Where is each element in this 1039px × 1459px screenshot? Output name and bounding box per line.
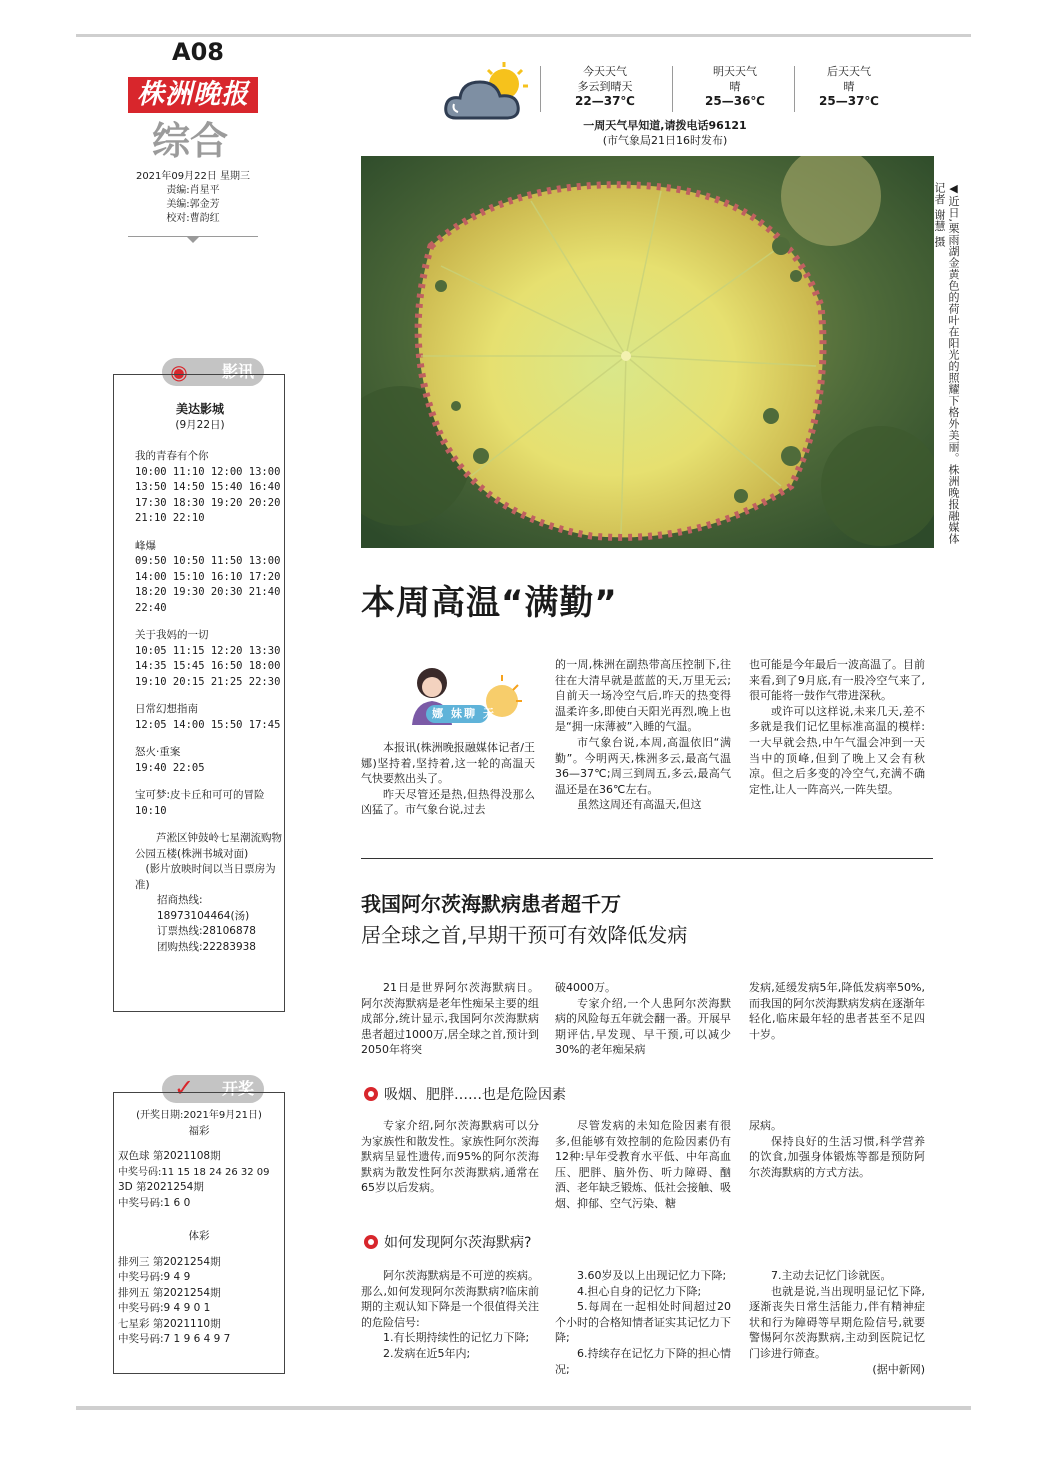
cinema-hotline3: 团购热线:22283938 (157, 940, 256, 953)
reporter-badge-text: 娜 妹聊 天 (432, 707, 496, 720)
ssq-issue: 双色球 第2021108期 (118, 1150, 221, 1162)
pl3-issue: 排列三 第2021254期 (118, 1255, 221, 1268)
checkmark-icon: ✓ (173, 1074, 195, 1102)
article2-paragraph: 阿尔茨海默病是不可逆的疾病。那么,如何发现阿尔茨海默病?临床前期的主观认知下降是一个很值得关注的危险信号: (361, 1269, 539, 1329)
article2-paragraph: 专家介绍,阿尔茨海默病可以分为家族性和散发性。家族性阿尔茨海默病呈显性遗传,而95%的阿尔茨海默病为散发性阿尔茨海默病,通常在65岁以后发病。 (361, 1119, 539, 1195)
pl5-numbers: 中奖号码:9 4 9 0 1 (118, 1302, 211, 1314)
lottery-results (118, 1108, 280, 1348)
article2-s1-col2 (555, 1118, 731, 1212)
bottom-rule (76, 1406, 971, 1410)
ticai-label: 体彩 (188, 1230, 210, 1242)
article1-col2 (555, 657, 731, 813)
weather-after-label: 后天天气 (827, 65, 871, 78)
cinema-name: 美达影城 (175, 402, 224, 416)
cinema-hotline2: 订票热线:28106878 (157, 925, 256, 937)
weather-hotline: 一周天气早知道,请拨电话96121 (583, 119, 747, 132)
article2-paragraph: 专家介绍,一个人患阿尔茨海默病的风险每五年就会翻一番。开展早期评估,早发现、早干预,可以减少30%的老年痴呆病 (555, 996, 731, 1057)
film-showtimes: 10:00 11:10 12:00 13:00 13:50 14:50 15:40 16:40 17:30 18:30 19:20 20:20 21:10 22:10 (135, 465, 281, 524)
article2-list-item: 2.发病在近5年内; (383, 1346, 471, 1360)
pl3-numbers: 中奖号码:9 4 9 (118, 1271, 191, 1283)
article2-paragraph: 尿病。 (749, 1119, 782, 1132)
article2-list-item: 4.担心自身的记忆力下降; (577, 1284, 702, 1298)
article2-col2 (555, 980, 731, 1058)
article2-title: 我国阿尔茨海默病患者超千万 (361, 892, 621, 916)
article2-paragraph: 破4000万。 (555, 981, 616, 994)
film-title: 我的青春有个你 (135, 450, 209, 462)
lottery-badge-label: 开奖 (221, 1079, 254, 1098)
fc3d-issue: 3D 第2021254期 (118, 1181, 204, 1193)
article2-s2-col1 (361, 1268, 539, 1362)
reporter-badge (398, 661, 526, 731)
article2-section1-heading (364, 1085, 566, 1105)
film-title: 日常幻想指南 (135, 703, 198, 715)
weather-tomorrow-desc: 晴 (729, 80, 741, 93)
film-title: 关于我妈的一切 (135, 629, 209, 641)
film-title: 峰爆 (135, 539, 156, 552)
weather-tomorrow (680, 64, 790, 109)
film-reel-icon: ◉ (170, 360, 188, 384)
issue-meta (118, 170, 268, 226)
designer-credit: 美编:郭金芳 (166, 199, 220, 210)
article2-list-item: 6.持续存在记忆力下降的担心情况; (555, 1346, 731, 1376)
cinema-hotline1-label: 招商热线: (157, 894, 203, 906)
weather-today-temp: 22—37℃ (575, 94, 635, 108)
editor-credit: 责编:肖星平 (166, 185, 220, 196)
section-title: 综合 (152, 118, 229, 163)
issue-date: 2021年09月22日 星期三 (135, 171, 251, 182)
film-showtimes: 19:40 22:05 (135, 761, 205, 774)
page-number: A08 (172, 38, 224, 66)
article1-paragraph: 的一周,株洲在副热带高压控制下,往往在大清早就是蓝蓝的天,万里无云;自前天一场冷空气后,昨天的热变得温柔许多,即使白天阳光再烈,晚上也是“拥一床薄被”入睡的气温。 (555, 658, 731, 734)
article2-col1 (361, 980, 539, 1058)
article2-s2-col2 (555, 1268, 731, 1377)
newspaper-logo: 株洲晚报 (128, 77, 258, 113)
fucai-label: 福彩 (188, 1124, 210, 1137)
article2-list-item: 5.每周在一起相处时间超过20个小时的合格知情者证实其记忆力下降; (555, 1300, 731, 1345)
article1-paragraph: 昨天尽管还是热,但热得没那么凶猛了。市气象台说,过去 (361, 787, 535, 817)
weather-source: (市气象局21日16时发布) (602, 134, 728, 147)
article2-s1-col3 (749, 1118, 925, 1180)
article2-s1-col1 (361, 1118, 539, 1196)
cinema-hotline1: 18973104464(汤) (157, 909, 250, 922)
article2-list-item: 1.有长期持续性的记忆力下降; (383, 1331, 530, 1345)
article2-paragraph: 保持良好的生活习惯,科学营养的饮食,加强身体锻炼等都是预防阿尔茨海默病的方式方法。 (749, 1134, 925, 1179)
film-showtimes: 09:50 10:50 11:50 13:00 14:00 15:10 16:10 17:20 18:20 19:30 20:30 21:40 22:40 (135, 555, 281, 614)
weather-note (560, 118, 770, 148)
cinema-listings (135, 449, 283, 955)
weather-divider (540, 66, 541, 112)
article2-list-item: 3.60岁及以上出现记忆力下降; (577, 1269, 727, 1282)
article1-col3 (749, 657, 925, 797)
qxc-issue: 七星彩 第2021110期 (118, 1317, 221, 1330)
weather-today-desc: 多云到晴天 (577, 80, 633, 93)
article2-paragraph: 尽管发病的未知危险因素有很多,但能够有效控制的危险因素仍有12种:早年受教育水平低、中年高血压、肥胖、脑外伤、听力障碍、酗酒、老年缺乏锻炼、低社会接触、吸烟、抑郁、空气污染、糖 (555, 1119, 731, 1210)
top-rule (76, 34, 971, 37)
article1-paragraph: 虽然这周还有高温天,但这 (577, 798, 702, 812)
article1-col1 (361, 740, 535, 818)
film-showtimes: 10:10 (135, 804, 167, 817)
film-title: 怒火·重案 (135, 746, 181, 758)
cinema-badge-label: 影讯 (221, 362, 254, 381)
article1-paragraph: 本报讯(株洲晚报融媒体记者/王娜)坚持着,坚持着,这一轮的高温天气快要熬出头了。 (361, 741, 535, 786)
cloud-sun-icon (442, 60, 534, 126)
article2-paragraph: 21日是世界阿尔茨海默病日。阿尔茨海默病是老年性痴呆主要的组成部分,统计显示,我国阿尔茨海默病患者超过1000万,居全球之首,预计到2050年将突 (361, 981, 539, 1057)
cinema-note: (影片放映时间以当日票房为准) (135, 863, 276, 891)
ssq-numbers: 中奖号码:11 15 18 24 26 32 09 (118, 1166, 270, 1178)
film-showtimes: 10:05 11:15 12:20 13:30 14:35 15:45 16:50 18:00 19:10 20:15 21:25 22:30 (135, 644, 281, 688)
proofreader-credit: 校对:曹韵红 (166, 213, 220, 224)
article2-col3 (749, 980, 925, 1042)
fc3d-numbers: 中奖号码:1 6 0 (118, 1196, 191, 1209)
weather-divider (672, 66, 673, 112)
bullet-circle-icon (364, 1235, 378, 1249)
lotus-leaf-photo (361, 156, 934, 548)
qxc-numbers: 中奖号码:7 1 9 6 4 9 7 (118, 1333, 231, 1345)
weather-today-label: 今天天气 (583, 65, 627, 78)
film-showtimes: 12:05 14:00 15:50 17:45 (135, 718, 281, 731)
article1-paragraph: 也可能是今年最后一波高温了。目前来看,到了9月底,有一股冷空气来了,很可能将一鼓作气带进深秋。 (749, 658, 925, 703)
bullet-circle-icon (364, 1087, 378, 1101)
cinema-address: 芦淞区钟鼓岭七星潮流购物公园五楼(株洲书城对面) (135, 832, 282, 860)
cinema-date: (9月22日) (175, 418, 225, 431)
article1-title: 本周高温“满勤” (361, 583, 618, 623)
article2-paragraph: 也就是说,当出现明显记忆下降,逐渐丧失日常生活能力,伴有精神症状和行为障碍等早期危险信号,就要警惕阿尔茨海默病,主动到医院记忆门诊进行筛查。 (749, 1284, 925, 1360)
weather-after-temp: 25—37℃ (819, 94, 879, 108)
pl5-issue: 排列五 第2021254期 (118, 1286, 221, 1299)
weather-tomorrow-temp: 25—36℃ (705, 94, 765, 108)
lottery-date: (开奖日期:2021年9月21日) (136, 1110, 262, 1121)
article2-list-item: 7.主动去记忆门诊就医。 (771, 1269, 892, 1282)
article1-paragraph: 市气象台说,本周,高温依旧“满勤”。今明两天,株洲多云,最高气温36—37℃;周三到周五,多云,最高气温还是在36℃左右。 (555, 735, 731, 796)
weather-after-desc: 晴 (843, 80, 855, 93)
weather-after (794, 64, 904, 109)
film-title: 宝可梦:皮卡丘和可可的冒险 (135, 789, 265, 801)
article1-paragraph: 或许可以这样说,未来几天,差不多就是我们记忆里标准高温的模样:一大早就会热,中午气温会冲到一天当中的顶峰,但到了晚上又会有秋凉。但之后多变的冷空气,充满不确定性,让人一阵高兴,一阵失望。 (749, 704, 925, 796)
article2-source: (据中新网) (872, 1362, 925, 1376)
article2-s2-col3 (749, 1268, 925, 1377)
article2-section1-title: 吸烟、肥胖……也是危险因素 (384, 1087, 566, 1103)
weather-tomorrow-label: 明天天气 (713, 65, 757, 78)
photo-caption: ◀近日,栗雨湖金黄色的荷叶在阳光的照耀下格外美丽。株洲晚报融媒体记者 谢慧 摄 (933, 182, 960, 545)
meta-pointer (186, 236, 200, 243)
article-divider (361, 858, 933, 859)
article2-subtitle: 居全球之首,早期干预可有效降低发病 (361, 923, 688, 947)
weather-today (550, 64, 660, 109)
article2-section2-title: 如何发现阿尔茨海默病? (384, 1235, 532, 1251)
article2-section2-heading (364, 1233, 531, 1253)
article2-paragraph: 发病,延缓发病5年,降低发病率50%,而我国的阿尔茨海默病发病在逐渐年轻化,临床最年轻的患者甚至不足四十岁。 (749, 981, 925, 1041)
cinema-header (120, 402, 280, 433)
